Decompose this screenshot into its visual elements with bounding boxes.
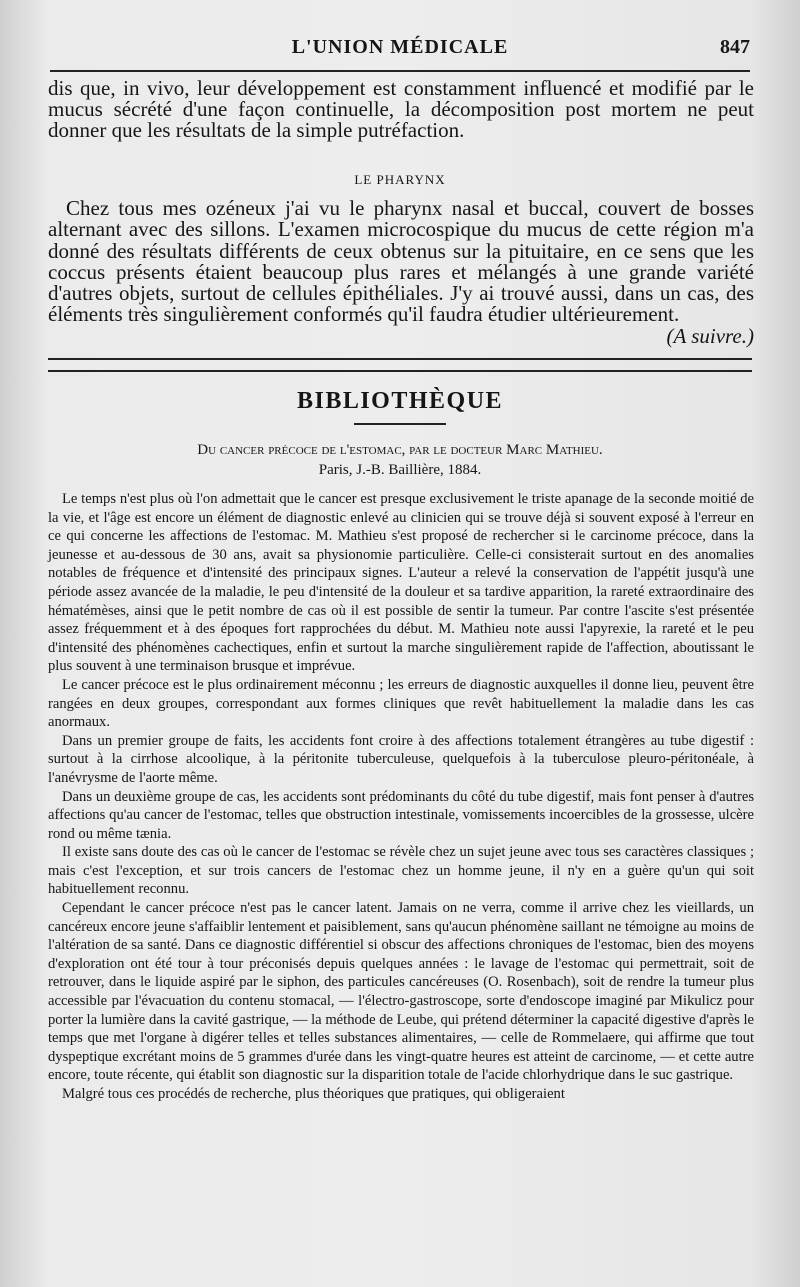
review-paragraph: Dans un deuxième groupe de cas, les accidents sont prédominants du côté du tube digestif, mais font penser à d'autres affections qu'au cancer de l'estomac, telles que obstruction intestinale, vomissements incoercibles de la grossesse, ulcère rond ou même tænia. <box>48 788 754 842</box>
title-underline <box>354 423 446 425</box>
header-rule <box>50 70 750 72</box>
to-be-continued: (A suivre.) <box>666 323 754 348</box>
book-citation <box>0 440 800 480</box>
citation-line-2: Paris, J.-B. Baillière, 1884. <box>318 462 482 478</box>
review-paragraph: Malgré tous ces procédés de recherche, plus théoriques que pratiques, qui obligeraient <box>62 1086 565 1102</box>
page-number: 847 <box>720 36 750 58</box>
pharynx-section <box>48 198 754 347</box>
review-paragraph: Le temps n'est plus où l'on admettait que le cancer est presque exclusivement le triste apanage de la seconde moitié de la vie, et l'âge est encore un élément de diagnostic enlevé au clinicien qui se trouve déjà si souvent exposé à l'erreur en ce qui concerne les affections de l'estomac. M. Mathieu s'est proposé de rechercher si le carcinome précoce, dans la jeunesse et au-dessous de 30 ans, avait sa physionomie particulière. Celle-ci consisterait surtout en des anomalies notables de fréquence et d'intensité des principaux signes. L'auteur a relevé la conservation de l'appétit jusqu'à une période assez avancée de la maladie, le peu d'intensité de la douleur et sa tardive apparition, la rareté extraordinaire des hématémèses, ainsi que le petit nombre de cas où il est possible de sentir la tumeur. Par contre l'ascite s'est présentée assez fréquemment et à des époques fort rapprochées du début. M. Mathieu note aussi l'apyrexie, la rareté et le peu d'intensité des phénomènes cachectiques, enfin et surtout la marche singulièrement rapide de l'affection, aboutissant le plus souvent à une terminaison brusque et imprévue. <box>48 491 754 675</box>
review-paragraph: Dans un premier groupe de faits, les accidents font croire à des affections totalement étrangères au tube digestif : surtout à la cirrhose alcoolique, à la péritonite tuberculeuse, quelquefois à la tuberculose pleuro-péritonéale, à l'anévrysme de l'aorte même. <box>48 732 754 786</box>
review-paragraph: Cependant le cancer précoce n'est pas le cancer latent. Jamais on ne verra, comme il arrive chez les vieillards, un cancéreux encore jeune s'affaiblir lentement et paisiblement, sans qu'aucun phénomène saillant ne témoigne au moins de l'altération de sa santé. Dans ce diagnostic différentiel si obscur des affections chroniques de l'estomac, bien des moyens d'exploration ont été tour à tour préconisés depuis quelques années : le lavage de l'estomac qui permettrait, soit de retrouver, dans le liquide aspiré par le siphon, des particules cancéreuses (O. Rosenbach), soit de rendre la tumeur plus accessible par l'évacuation du contenu stomacal, — l'électro-gastroscope, sorte d'endoscope imaginé par Mikulicz pour porter la lumière dans la cavité gastrique, — la méthode de Leube, qui prétend déterminer la capacité digestive d'après le temps que met l'organe à digérer telles et telles substances alimentaires, — celle de Rommelaere, qui affirme que tout dyspeptique excrétant moins de 5 grammes d'urée dans les vingt-quatre heures est atteint de carcinome, — et cette autre encore, toute récente, qui établit son diagnostic sur la disparition totale de l'acide chlorhydrique dans le suc gastrique. <box>48 900 754 1084</box>
continued-paragraph: dis que, in vivo, leur développement est constamment influencé et modifié par le mucus sécrété d'une façon continuelle, la décomposition post mortem ne peut donner que les résultats de la simple putréfaction. <box>48 76 754 142</box>
review-paragraph: Le cancer précoce est le plus ordinairement méconnu ; les erreurs de diagnostic auxquelles il donne lieu, peuvent être rangées en deux groupes, correspondant aux formes cliniques que revêt habituellement la maladie dans les cas anormaux. <box>48 676 754 731</box>
page-header <box>50 36 750 64</box>
pharynx-text: Chez tous mes ozéneux j'ai vu le pharynx nasal et buccal, couvert de bosses alternant avec des sillons. L'examen microcospique du mucus de cette région m'a donné des résultats différents de ceux obtenus sur la pituitaire, en ce sens que les coccus présents étaient beaucoup plus rares et mélangés à une grande variété d'autres objets, surtout de cellules épithéliales. J'y ai trouvé aussi, dans un cas, des éléments très singulièrement conformés qu'il faudra étudier ultérieurement. <box>48 196 754 327</box>
pharynx-paragraph <box>48 196 754 348</box>
citation-line-1: Du cancer précoce de l'estomac, par le docteur Marc Mathieu. <box>197 442 603 458</box>
section-heading-pharynx: LE PHARYNX <box>354 172 446 187</box>
review-text <box>48 490 754 1104</box>
review-paragraph: Il existe sans doute des cas où le cancer de l'estomac se révèle chez un sujet jeune avec tous ses caractères classiques ; mais c'est l'exception, et sur trois cancers de l'estomac chez un homme jeune, il n'y en a guère qu'un qui soit habituellement reconnu. <box>48 844 754 898</box>
section-double-rule <box>48 358 752 372</box>
running-title: L'UNION MÉDICALE <box>291 36 509 58</box>
bibliography-title: BIBLIOTHÈQUE <box>296 388 504 414</box>
continued-text <box>48 78 754 141</box>
